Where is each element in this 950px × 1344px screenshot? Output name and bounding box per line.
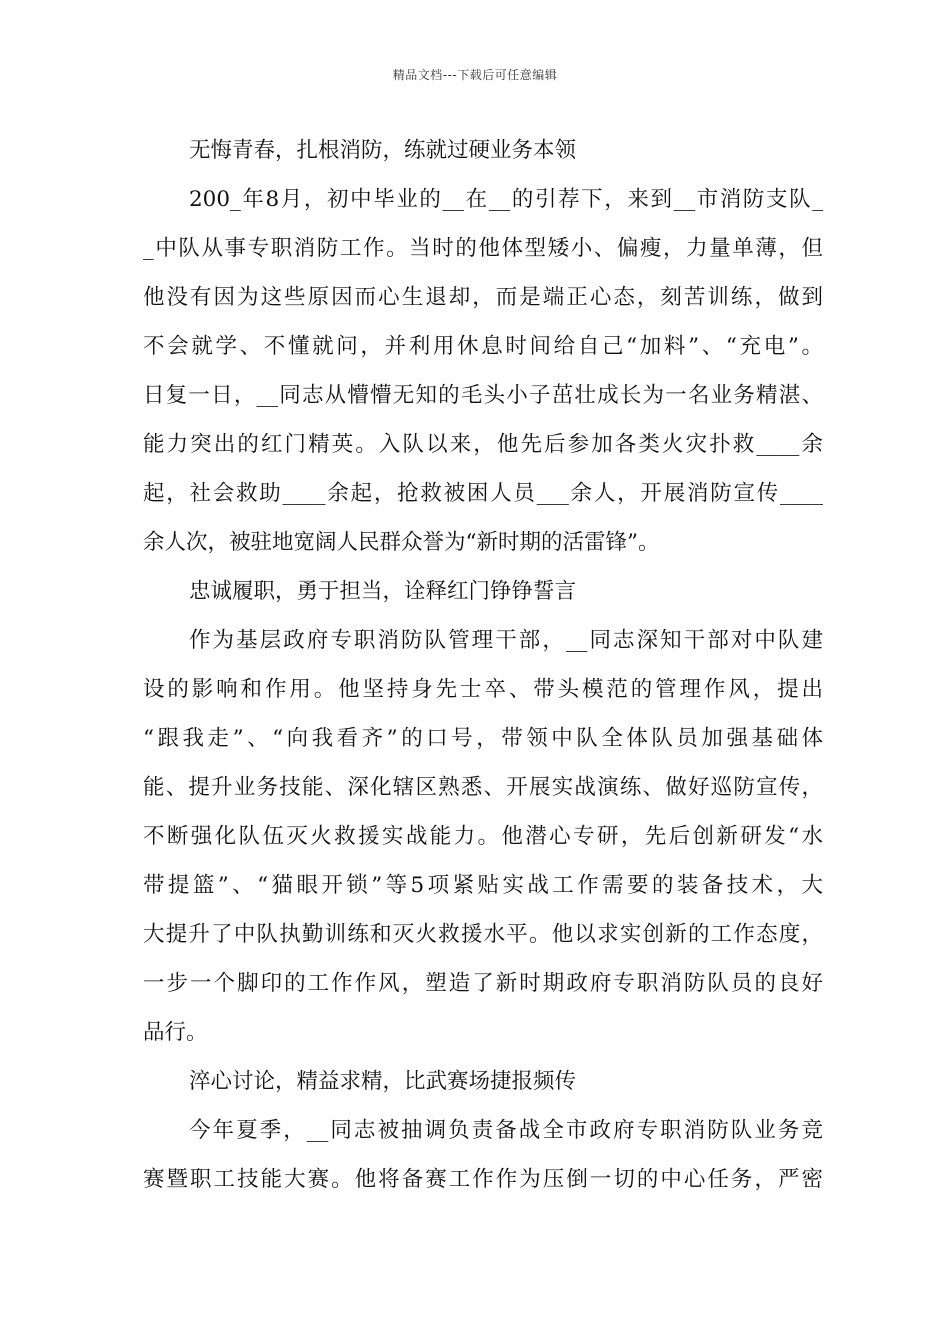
text-line: 日复一日，__同志从懵懵无知的毛头小子茁壮成长为一名业务精湛、 [143, 383, 823, 408]
text-line: 起，社会救助____余起，抢救被困人员___余人，开展消防宣传____ [143, 481, 823, 506]
text-line: 淬心讨论，精益求精，比武赛场捷报频传 [189, 1069, 577, 1094]
text-line: 无悔青春，扎根消防，练就过硬业务本领 [189, 138, 577, 163]
text-line: 品行。 [143, 1020, 208, 1045]
text-line: 大提升了中队执勤训练和灭火救援水平。他以求实创新的工作态度， [143, 922, 823, 947]
text-line: 他没有因为这些原因而心生退却，而是端正心态，刻苦训练，做到 [143, 285, 823, 310]
text-line: 余人次，被驻地宽阔人民群众誉为“新时期的活雷锋”。 [143, 530, 660, 555]
page-header: 精品文档---下载后可任意编辑 [392, 68, 558, 82]
text-line: 作为基层政府专职消防队管理干部，__同志深知干部对中队建 [189, 628, 823, 653]
text-line: 200_年8月，初中毕业的__在__的引荐下，来到__市消防支队_ [189, 187, 823, 212]
text-line: “跟我走”、“向我看齐”的口号，带领中队全体队员加强基础体 [143, 726, 823, 751]
text-line: 一步一个脚印的工作作风，塑造了新时期政府专职消防队员的良好 [143, 971, 823, 996]
text-line: 能、提升业务技能、深化辖区熟悉、开展实战演练、做好巡防宣传， [143, 775, 823, 800]
text-line: _中队从事专职消防工作。当时的他体型矮小、偏瘦，力量单薄，但 [143, 236, 823, 261]
text-line: 忠诚履职，勇于担当，诠释红门铮铮誓言 [189, 579, 577, 604]
text-line: 赛暨职工技能大赛。他将备赛工作作为压倒一切的中心任务，严密 [143, 1167, 823, 1192]
text-line: 今年夏季，__同志被抽调负责备战全市政府专职消防队业务竞 [189, 1118, 823, 1143]
document-body [143, 126, 823, 1204]
text-line: 带提篮”、“猫眼开锁”等5项紧贴实战工作需要的装备技术，大 [143, 873, 823, 898]
text-line: 能力突出的红门精英。入队以来，他先后参加各类火灾扑救____余 [143, 432, 823, 457]
text-line: 设的影响和作用。他坚持身先士卒、带头模范的管理作风，提出 [143, 677, 823, 702]
text-line: 不会就学、不懂就问，并利用休息时间给自己“加料”、“充电”。 [143, 334, 823, 359]
text-line: 不断强化队伍灭火救援实战能力。他潜心专研，先后创新研发“水 [143, 824, 823, 849]
